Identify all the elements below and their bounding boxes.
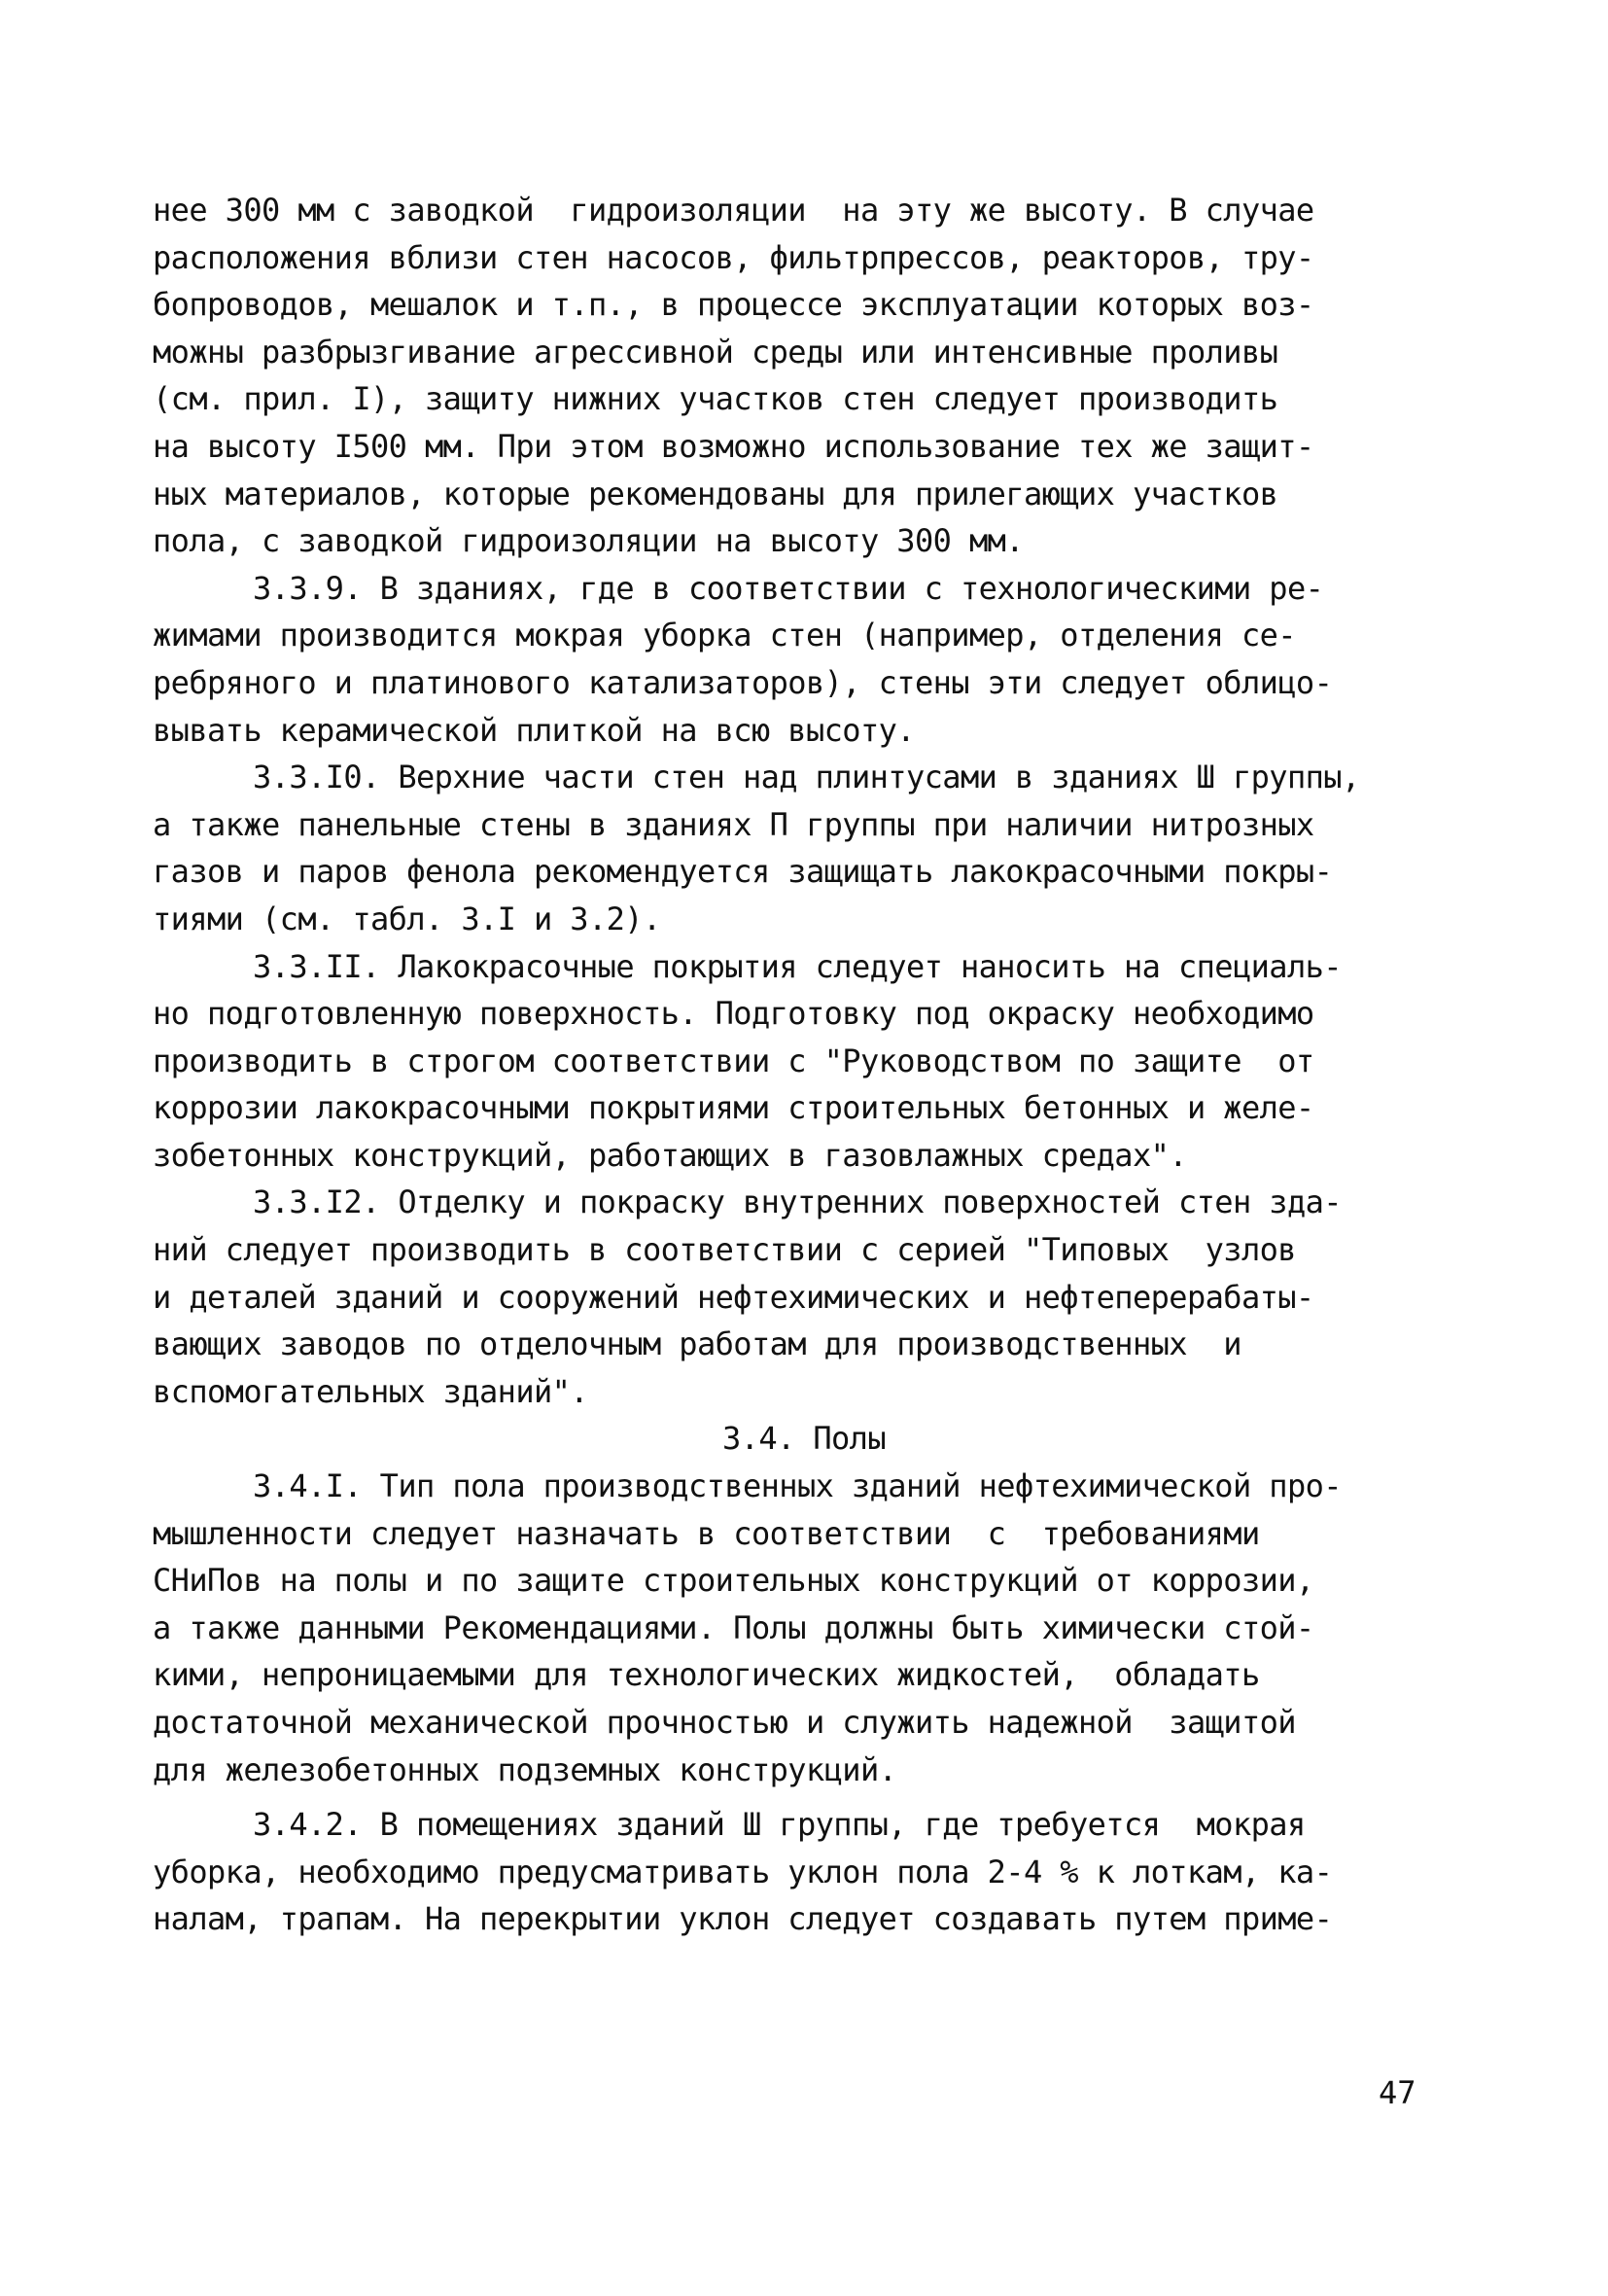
text-line: а также данными Рекомендациями. Полы должны быть химически стой- xyxy=(153,1608,1314,1646)
paragraph-3-3-12 xyxy=(153,1179,1455,1415)
text-line: ний следует производить в соответствии с серией "Типовых узлов xyxy=(153,1231,1296,1269)
paragraph-3-3-9 xyxy=(153,565,1455,754)
text-line: газов и паров фенола рекомендуется защищать лакокрасочными покры- xyxy=(153,853,1333,891)
text-line: (см. прил. I), защиту нижних участков стен следует производить xyxy=(153,380,1278,418)
text-line: производить в строгом соответствии с "Руководством по защите от xyxy=(153,1042,1314,1079)
text-line: можны разбрызгивание агрессивной среды или интенсивные проливы xyxy=(153,333,1278,371)
text-line: 3.3.II. Лакокрасочные покрытия следует наносить на специаль- xyxy=(253,947,1342,985)
text-line: жимами производится мокрая уборка стен (например, отделения се- xyxy=(153,617,1296,654)
text-line: а также панельные стены в зданиях П группы при наличии нитрозных xyxy=(153,805,1314,843)
paragraph-gap xyxy=(153,1793,1455,1801)
paragraph-3-4-1 xyxy=(153,1463,1455,1793)
text-line: на высоту I500 мм. При этом возможно использование тех же защит- xyxy=(153,427,1314,465)
text-line: 3.3.I0. Верхние части стен над плинтусами в зданиях Ш группы, xyxy=(253,759,1360,796)
text-line: кими, непроницаемыми для технологических жидкостей, обладать xyxy=(153,1656,1260,1694)
text-line: 3.4.2. В помещениях зданий Ш группы, где требуется мокрая xyxy=(253,1806,1306,1844)
text-line: СНиПов на полы и по защите строительных конструкций от коррозии, xyxy=(153,1562,1314,1600)
section-heading: 3.4. Полы xyxy=(722,1420,886,1458)
text-line: 3.3.9. В зданиях, где в соответствии с технологическими ре- xyxy=(253,569,1324,607)
page-number: 47 xyxy=(1379,2074,1416,2111)
paragraph-3-3-10 xyxy=(153,754,1455,942)
text-line: нее 300 мм с заводкой гидроизоляции на эту же высоту. В случае xyxy=(153,192,1314,229)
text-line: вающих заводов по отделочным работам для производственных и xyxy=(153,1325,1241,1363)
text-line: тиями (см. табл. 3.I и 3.2). xyxy=(153,900,661,937)
text-line: зобетонных конструкций, работающих в газовлажных средах". xyxy=(153,1136,1187,1174)
text-line: для железобетонных подземных конструкций. xyxy=(153,1750,897,1788)
text-line: 3.3.I2. Отделку и покраску внутренних поверхностей стен зда- xyxy=(253,1183,1342,1221)
text-line: 3.4.I. Тип пола производственных зданий нефтехимической про- xyxy=(253,1467,1342,1505)
text-line: мышленности следует назначать в соответствии с требованиями xyxy=(153,1514,1260,1552)
paragraph-3-4-2 xyxy=(153,1801,1455,1943)
text-line: бопроводов, мешалок и т.п., в процессе эксплуатации которых воз- xyxy=(153,286,1314,324)
text-line: но подготовленную поверхность. Подготовку под окраску необходимо xyxy=(153,995,1314,1033)
paragraph-continuation xyxy=(153,187,1455,565)
paragraph-3-3-11 xyxy=(153,943,1455,1180)
text-line: вспомогательных зданий". xyxy=(153,1372,588,1410)
text-line: налам, трапам. На перекрытии уклон следует создавать путем приме- xyxy=(153,1900,1333,1938)
text-line: и деталей зданий и сооружений нефтехимических и нефтеперерабаты- xyxy=(153,1278,1314,1316)
text-line: вывать керамической плиткой на всю высоту. xyxy=(153,711,915,749)
text-line: ребряного и платинового катализаторов), стены эти следует облицо- xyxy=(153,663,1333,701)
text-line: коррозии лакокрасочными покрытиями строительных бетонных и желе- xyxy=(153,1089,1314,1127)
body-text xyxy=(153,187,1455,1943)
text-line: достаточной механической прочностью и служить надежной защитой xyxy=(153,1704,1296,1741)
text-line: пола, с заводкой гидроизоляции на высоту 300 мм. xyxy=(153,522,1024,560)
text-line: расположения вблизи стен насосов, фильтрпрессов, реакторов, тру- xyxy=(153,238,1314,276)
text-line: ных материалов, которые рекомендованы для прилегающих участков xyxy=(153,475,1278,512)
text-line: уборка, необходимо предусматривать уклон пола 2-4 % к лоткам, ка- xyxy=(153,1853,1333,1890)
